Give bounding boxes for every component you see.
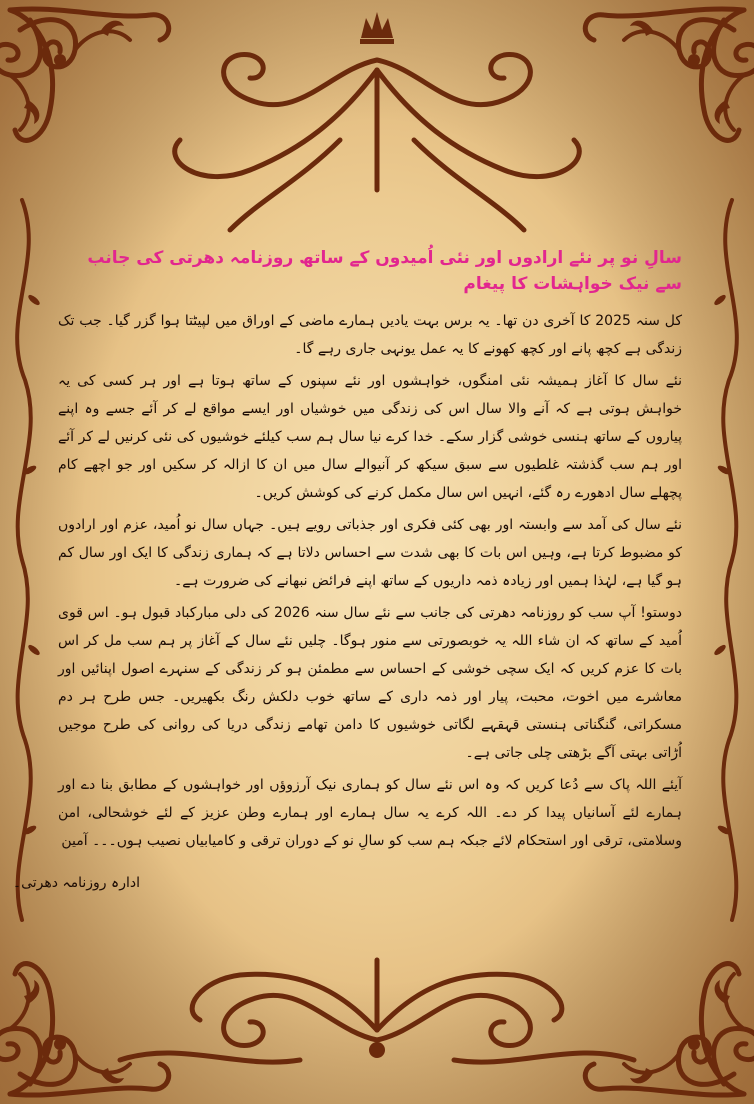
- signature: ادارہ روزنامہ دھرتی۔: [12, 875, 140, 891]
- paragraph-1: کل سنہ 2025 کا آخری دن تھا۔ یہ برس بہت یادیں ہمارے ماضی کے اوراق میں لپیٹتا ہوا گزر گیا۔ جب تک زندگی ہے کچھ پانے اور کچھ کھونے کا یہ عمل یونہی جاری رہے گا۔: [58, 313, 682, 357]
- message-body: [12, 246, 690, 891]
- paragraph-3: نئے سال کی آمد سے وابستہ اور بھی کئی فکری اور جذباتی رویے ہیں۔ جہاں سال نو اُمید، عزم اور ارادوں کو مضبوط کرتا ہے، وہیں اس بات کا بھی شدت سے احساس دلاتا ہے کہ ہماری زندگی کا ایک اور سال کم ہو گیا ہے، لہٰذا ہمیں اور زیادہ ذمہ داریوں کے ساتھ اپنے فرائض نبھانے کی ضرورت ہے۔: [58, 517, 682, 589]
- paragraph-2: نئے سال کا آغاز ہمیشہ نئی امنگوں، خواہشوں اور نئے سپنوں کے ساتھ ہوتا ہے اور ہر کسی کی یہ خواہش ہوتی ہے کہ آنے والا سال اس کی زندگی میں خوشیاں اور ایسے مواقع لے کر آئے جسے وہ اپنے پیاروں کے ساتھ ہنسی خوشی گزار سکے۔ خدا کرے نیا سال ہم سب کیلئے خوشیوں کی نئی کرنیں لے کر آئے اور ہم سب گذشتہ غلطیوں سے سبق سیکھ کر آنیوالے سال میں ان کا ازالہ کر سکیں اور جو اچھے کام پچھلے سال ادھورے رہ گئے، انہیں اس سال مکمل کرنے کی کوشش کریں۔: [58, 373, 682, 501]
- paragraph-5: آیئے اللہ پاک سے دُعا کریں کہ وہ اس نئے سال کو ہماری نیک آرزوؤں اور خواہشوں کے مطابق بنا دے اور ہمارے لئے آسانیاں پیدا کر دے۔ اللہ کرے یہ سال ہمارے اور ہمارے وطن عزیز کے لئے خوشحالی، امن وسلامتی، ترقی اور استحکام لائے جبکہ ہم سب کو سالِ نو کے دوران ترقی و کامیابیاں نصیب ہوں۔۔۔ آمین: [58, 777, 682, 849]
- page-title: سالِ نو پر نئے ارادوں اور نئی اُمیدوں کے ساتھ روزنامہ دھرتی کی جانب سے نیک خواہشات کا پیغام: [87, 248, 682, 294]
- paragraph-4: دوستو! آپ سب کو روزنامہ دھرتی کی جانب سے نئے سال سنہ 2026 کی دلی مبارکباد قبول ہو۔ اس قوی اُمید کے ساتھ کہ ان شاء اللہ یہ خوبصورتی سے منور ہوگا۔ چلیں نئے سال کے آغاز پر ہم سب مل کر اس بات کا عزم کریں کہ ایک سچی خوشی کے احساس سے مطمئن ہو کر زندگی کے سنہرے اصول اپنائیں اور معاشرے میں اخوت، محبت، پیار اور ذمہ داری کے ساتھ خوب دلکش رنگ بکھیریں۔ جس طرح ہر دم مسکراتی، گنگناتی ہنستی قہقہے لگاتی خوشیوں کا دامن تھامے زندگی دریا کی روانی کی طرح موجیں اُڑاتی بہتی آگے بڑھتی چلی جاتی ہے۔: [58, 605, 682, 761]
